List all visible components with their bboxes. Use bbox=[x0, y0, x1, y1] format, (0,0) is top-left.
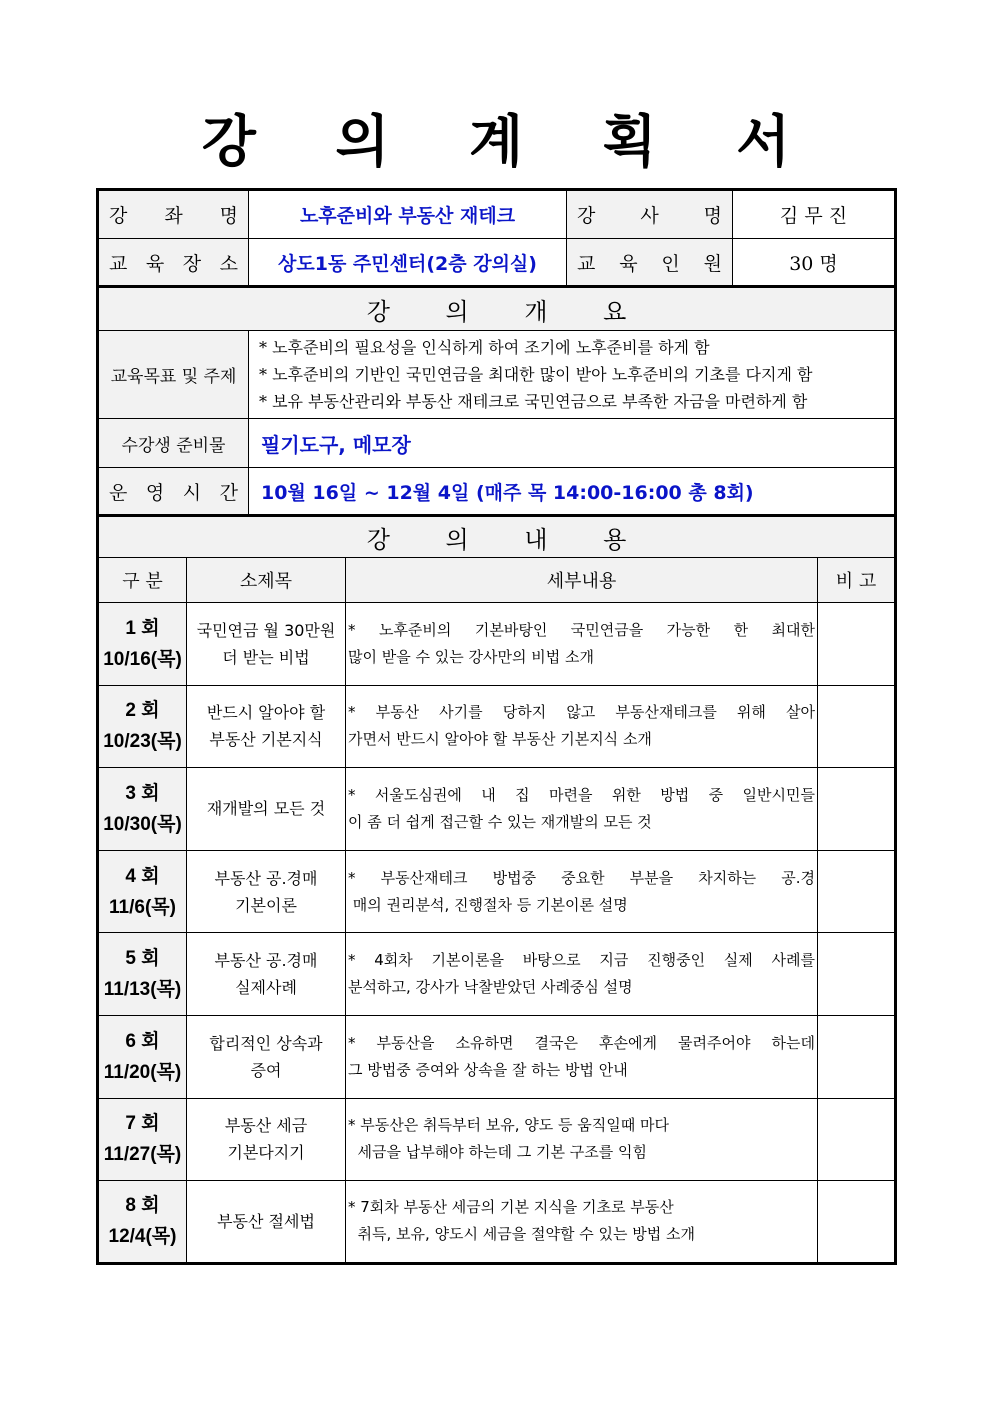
detail-line: 분석하고, 강사가 낙찰받았던 사례중심 설명 bbox=[348, 978, 633, 997]
note-cell bbox=[818, 1098, 896, 1181]
session-date: 10/23(목) bbox=[103, 731, 182, 753]
column-header-note: 비 고 bbox=[818, 558, 896, 603]
detail-cell bbox=[346, 603, 818, 686]
column-header-row bbox=[98, 558, 896, 603]
session-date: 10/16(목) bbox=[103, 648, 182, 670]
detail-line: * 부동산은 취득부터 보유, 양도 등 움직일때 마다 bbox=[348, 1116, 669, 1135]
detail-line: 매의 권리분석, 진행절차 등 기본이론 설명 bbox=[348, 895, 628, 914]
detail-line: * 부동산을 소유하면 결국은 후손에게 물려주어야 하는데 bbox=[348, 1033, 815, 1052]
session-date: 11/13(목) bbox=[103, 979, 182, 1001]
place-value: 상도1동 주민센터(2층 강의실) bbox=[249, 239, 567, 287]
detail-line: * 4회차 기본이론을 바탕으로 지금 진행중인 실제 사례를 bbox=[348, 951, 815, 970]
session-number: 2 회 bbox=[125, 700, 160, 722]
session-cell bbox=[98, 768, 187, 851]
detail-line: 이 좀 더 쉽게 접근할 수 있는 재개발의 모든 것 bbox=[348, 812, 652, 831]
column-header-session: 구 분 bbox=[98, 558, 187, 603]
lecture-row bbox=[98, 1181, 896, 1264]
course-row bbox=[98, 190, 896, 239]
subtitle-line: 재개발의 모든 것 bbox=[206, 799, 326, 819]
goals-row bbox=[98, 331, 896, 419]
detail-line: * 부동산 사기를 당하지 않고 부동산재테크를 위해 살아 bbox=[348, 703, 815, 722]
note-cell bbox=[818, 603, 896, 686]
note-cell bbox=[818, 1015, 896, 1098]
goal-item: * 노후준비의 필요성을 인식하게 하여 조기에 노후준비를 하게 함 bbox=[259, 338, 710, 357]
session-number: 3 회 bbox=[125, 782, 160, 804]
session-date: 10/30(목) bbox=[103, 813, 182, 835]
session-number: 1 회 bbox=[125, 617, 160, 639]
subtitle-line: 부동산 기본지식 bbox=[209, 730, 323, 750]
session-cell bbox=[98, 850, 187, 933]
subtitle-line: 부동산 세금 bbox=[224, 1116, 308, 1136]
subtitle-cell bbox=[187, 685, 346, 768]
materials-value: 필기도구, 메모장 bbox=[249, 419, 896, 468]
goals-label: 교육목표 및 주제 bbox=[98, 331, 249, 419]
subtitle-line: 반드시 알아야 할 bbox=[206, 703, 326, 723]
goal-item: * 보유 부동산관리와 부동산 재테크로 국민연금으로 부족한 자금을 마련하게 함 bbox=[259, 392, 808, 411]
detail-line: 그 방법중 증여와 상속을 잘 하는 방법 안내 bbox=[348, 1060, 628, 1079]
content-header-row bbox=[98, 516, 896, 559]
session-number: 6 회 bbox=[125, 1030, 160, 1052]
lecture-row bbox=[98, 685, 896, 768]
schedule-row bbox=[98, 468, 896, 516]
capacity-value: 30 명 bbox=[733, 239, 896, 287]
subtitle-line: 실제사례 bbox=[235, 978, 297, 998]
materials-label: 수강생 준비물 bbox=[98, 419, 249, 468]
content-section-title: 강 의 내 용 bbox=[98, 516, 896, 559]
note-cell bbox=[818, 1181, 896, 1264]
detail-cell bbox=[346, 1098, 818, 1181]
session-cell bbox=[98, 1181, 187, 1264]
note-cell bbox=[818, 768, 896, 851]
detail-cell bbox=[346, 685, 818, 768]
course-info-table bbox=[96, 188, 897, 560]
detail-line: 많이 받을 수 있는 강사만의 비법 소개 bbox=[348, 647, 594, 666]
lecture-content-table bbox=[96, 557, 897, 1265]
note-cell bbox=[818, 685, 896, 768]
session-number: 8 회 bbox=[125, 1195, 160, 1217]
subtitle-cell bbox=[187, 1015, 346, 1098]
overview-section-title: 강 의 개 요 bbox=[98, 287, 896, 331]
lecture-row bbox=[98, 768, 896, 851]
detail-line: 취득, 보유, 양도시 세금을 절약할 수 있는 방법 소개 bbox=[348, 1225, 696, 1244]
overview-header-row bbox=[98, 287, 896, 331]
lecture-row bbox=[98, 1015, 896, 1098]
session-cell bbox=[98, 603, 187, 686]
session-cell bbox=[98, 1098, 187, 1181]
document-title: 강 의 계 획 서 bbox=[201, 110, 821, 175]
session-date: 11/27(목) bbox=[103, 1144, 182, 1166]
session-cell bbox=[98, 1015, 187, 1098]
lecture-row bbox=[98, 603, 896, 686]
detail-line: 세금을 납부해야 하는데 그 기본 구조를 익힘 bbox=[348, 1143, 647, 1162]
detail-line: * 7회차 부동산 세금의 기본 지식을 기초로 부동산 bbox=[348, 1198, 674, 1217]
subtitle-line: 합리적인 상속과 bbox=[209, 1033, 323, 1053]
lecture-row bbox=[98, 1098, 896, 1181]
goal-item: * 노후준비의 기반인 국민연금을 최대한 많이 받아 노후준비의 기초를 다지게 함 bbox=[259, 365, 813, 384]
subtitle-line: 더 받는 비법 bbox=[222, 647, 310, 667]
schedule-value: 10월 16일 ~ 12월 4일 (매주 목 14:00-16:00 총 8회) bbox=[249, 468, 896, 516]
detail-cell bbox=[346, 1181, 818, 1264]
subtitle-cell bbox=[187, 1098, 346, 1181]
materials-row bbox=[98, 419, 896, 468]
subtitle-cell bbox=[187, 933, 346, 1016]
place-label: 교 육 장 소 bbox=[98, 239, 249, 287]
lecture-row bbox=[98, 850, 896, 933]
subtitle-cell bbox=[187, 768, 346, 851]
subtitle-line: 증여 bbox=[250, 1060, 282, 1080]
course-label: 강 좌 명 bbox=[98, 190, 249, 239]
instructor-value: 김 무 진 bbox=[733, 190, 896, 239]
detail-cell bbox=[346, 768, 818, 851]
lecture-row bbox=[98, 933, 896, 1016]
note-cell bbox=[818, 850, 896, 933]
session-date: 12/4(목) bbox=[108, 1226, 177, 1248]
detail-line: * 서울도심권에 내 집 마련을 위한 방법 중 일반시민들 bbox=[348, 785, 815, 804]
detail-line: * 노후준비의 기본바탕인 국민연금을 가능한 한 최대한 bbox=[348, 620, 815, 639]
subtitle-cell bbox=[187, 603, 346, 686]
subtitle-cell bbox=[187, 850, 346, 933]
session-number: 4 회 bbox=[125, 865, 160, 887]
session-date: 11/20(목) bbox=[103, 1061, 182, 1083]
capacity-label: 교 육 인 원 bbox=[567, 239, 733, 287]
detail-cell bbox=[346, 850, 818, 933]
subtitle-line: 부동산 공.경매 bbox=[214, 951, 318, 971]
subtitle-line: 기본다지기 bbox=[227, 1143, 305, 1163]
note-cell bbox=[818, 933, 896, 1016]
session-number: 5 회 bbox=[125, 948, 160, 970]
subtitle-cell bbox=[187, 1181, 346, 1264]
session-date: 11/6(목) bbox=[109, 896, 176, 918]
course-value: 노후준비와 부동산 재테크 bbox=[249, 190, 567, 239]
session-cell bbox=[98, 685, 187, 768]
detail-line: * 부동산재테크 방법중 중요한 부분을 차지하는 공.경 bbox=[348, 868, 815, 887]
subtitle-line: 부동산 절세법 bbox=[217, 1211, 315, 1231]
session-number: 7 회 bbox=[125, 1113, 160, 1135]
subtitle-line: 국민연금 월 30만원 bbox=[196, 620, 336, 640]
detail-line: 가면서 반드시 알아야 할 부동산 기본지식 소개 bbox=[348, 730, 652, 749]
subtitle-line: 기본이론 bbox=[235, 895, 297, 915]
subtitle-line: 부동산 공.경매 bbox=[214, 868, 318, 888]
instructor-label: 강 사 명 bbox=[567, 190, 733, 239]
column-header-subtitle: 소제목 bbox=[187, 558, 346, 603]
detail-cell bbox=[346, 1015, 818, 1098]
column-header-detail: 세부내용 bbox=[346, 558, 818, 603]
detail-cell bbox=[346, 933, 818, 1016]
place-row bbox=[98, 239, 896, 287]
schedule-label: 운 영 시 간 bbox=[98, 468, 249, 516]
session-cell bbox=[98, 933, 187, 1016]
goals-list bbox=[249, 331, 896, 419]
